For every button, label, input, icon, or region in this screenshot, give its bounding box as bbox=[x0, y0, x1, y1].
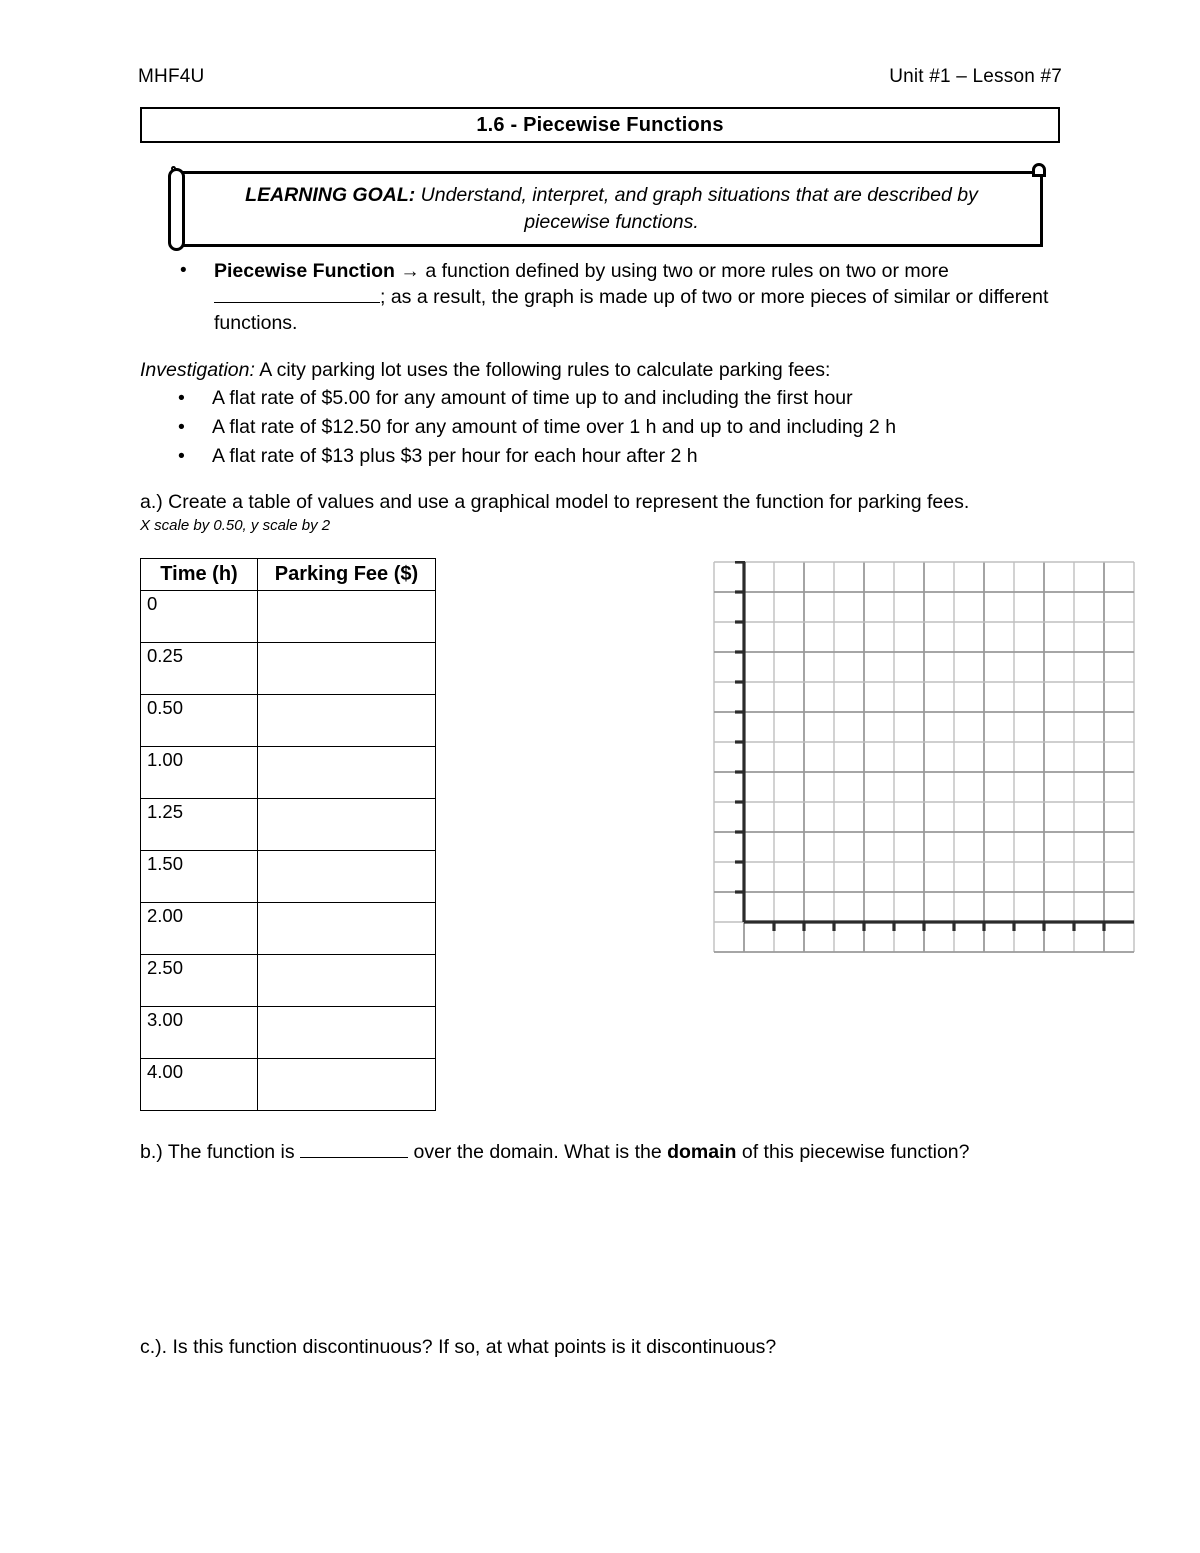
fill-in-blank-1[interactable] bbox=[214, 302, 380, 303]
table-row bbox=[141, 851, 436, 903]
graph-grid[interactable] bbox=[713, 561, 1113, 953]
cell-time: 3.00 bbox=[141, 1007, 258, 1059]
rule-text: A flat rate of $13 plus $3 per hour for each hour after 2 h bbox=[212, 445, 698, 467]
cell-fee[interactable] bbox=[258, 799, 436, 851]
bullet-dot-icon: • bbox=[178, 387, 185, 409]
part-b-post: over the domain. What is the bbox=[408, 1141, 668, 1163]
column-header-fee: Parking Fee ($) bbox=[258, 559, 436, 591]
bullet-dot-icon: • bbox=[178, 416, 185, 438]
investigation-label: Investigation: bbox=[140, 359, 255, 381]
table-of-values bbox=[140, 558, 436, 1111]
learning-goal-box bbox=[176, 171, 1043, 247]
investigation-block bbox=[140, 357, 1060, 471]
learning-goal-body: Understand, interpret, and graph situations that are described by piecewise functions. bbox=[415, 184, 978, 233]
cell-fee[interactable] bbox=[258, 747, 436, 799]
investigation-lead bbox=[140, 357, 1060, 384]
cell-fee[interactable] bbox=[258, 955, 436, 1007]
scroll-roll-dot-icon bbox=[171, 166, 176, 171]
table-row bbox=[141, 695, 436, 747]
definition-part-1: a function defined by using two or more rules on two or more bbox=[425, 260, 949, 282]
learning-goal-text bbox=[179, 182, 1040, 236]
table-row bbox=[141, 643, 436, 695]
cell-time: 0.50 bbox=[141, 695, 258, 747]
part-b-bold-word: domain bbox=[667, 1141, 737, 1163]
part-b-block bbox=[140, 1139, 1080, 1165]
page-header bbox=[138, 66, 1062, 88]
definition-text bbox=[214, 258, 1062, 336]
cell-fee[interactable] bbox=[258, 643, 436, 695]
table-row bbox=[141, 1059, 436, 1111]
cell-time: 2.50 bbox=[141, 955, 258, 1007]
table-row bbox=[141, 591, 436, 643]
investigation-lead-text: A city parking lot uses the following rules to calculate parking fees: bbox=[254, 359, 831, 381]
list-item bbox=[140, 413, 1060, 442]
table-row bbox=[141, 955, 436, 1007]
cell-time: 1.50 bbox=[141, 851, 258, 903]
cell-time: 1.00 bbox=[141, 747, 258, 799]
investigation-rules-list bbox=[140, 384, 1060, 471]
rule-text: A flat rate of $5.00 for any amount of time up to and including the first hour bbox=[212, 387, 853, 409]
table-row bbox=[141, 903, 436, 955]
coordinate-grid-svg bbox=[713, 561, 1135, 953]
bullet-dot-icon: • bbox=[178, 445, 185, 467]
definition-arrow-icon: → bbox=[394, 260, 426, 282]
cell-fee[interactable] bbox=[258, 903, 436, 955]
definition-term: Piecewise Function bbox=[214, 260, 395, 282]
cell-fee[interactable] bbox=[258, 695, 436, 747]
cell-time: 0.25 bbox=[141, 643, 258, 695]
bullet-dot-icon: • bbox=[180, 260, 187, 281]
unit-lesson-label: Unit #1 – Lesson #7 bbox=[889, 66, 1062, 87]
learning-goal-banner bbox=[168, 163, 1046, 255]
part-a-prompt: a.) Create a table of values and use a graphical model to represent the function for parking fees. bbox=[140, 491, 970, 513]
part-c-prompt: c.). Is this function discontinuous? If so, at what points is it discontinuous? bbox=[140, 1336, 777, 1358]
cell-time: 4.00 bbox=[141, 1059, 258, 1111]
definition-bullet-item bbox=[178, 258, 1062, 336]
cell-fee[interactable] bbox=[258, 1059, 436, 1111]
page-title: 1.6 - Piecewise Functions bbox=[476, 113, 724, 136]
part-b-pre: b.) The function is bbox=[140, 1141, 301, 1163]
rule-text: A flat rate of $12.50 for any amount of time over 1 h and up to and including 2 h bbox=[212, 416, 897, 438]
scroll-roll-icon bbox=[168, 168, 185, 251]
list-item bbox=[140, 442, 1060, 471]
part-a-block bbox=[140, 489, 1070, 537]
part-b-tail: of this piecewise function? bbox=[736, 1141, 970, 1163]
cell-time: 0 bbox=[141, 591, 258, 643]
cell-time: 2.00 bbox=[141, 903, 258, 955]
definition-part-2: ; as a result, the graph is made up of two or more pieces of similar or different functions. bbox=[214, 286, 1049, 334]
table-row bbox=[141, 747, 436, 799]
fill-in-blank-2[interactable] bbox=[300, 1157, 408, 1158]
part-a-scale-note: X scale by 0.50, y scale by 2 bbox=[140, 517, 331, 534]
table-row bbox=[141, 799, 436, 851]
scroll-curl-icon bbox=[1032, 163, 1046, 177]
column-header-time: Time (h) bbox=[141, 559, 258, 591]
definition-block bbox=[178, 258, 1062, 336]
table-body bbox=[141, 591, 436, 1111]
part-c-block bbox=[140, 1334, 1080, 1360]
learning-goal-label: LEARNING GOAL: bbox=[245, 184, 416, 206]
lesson-title-box bbox=[140, 107, 1060, 143]
table-row bbox=[141, 1007, 436, 1059]
list-item bbox=[140, 384, 1060, 413]
table-header-row bbox=[141, 559, 436, 591]
cell-time: 1.25 bbox=[141, 799, 258, 851]
course-code: MHF4U bbox=[138, 66, 205, 87]
cell-fee[interactable] bbox=[258, 851, 436, 903]
cell-fee[interactable] bbox=[258, 591, 436, 643]
cell-fee[interactable] bbox=[258, 1007, 436, 1059]
